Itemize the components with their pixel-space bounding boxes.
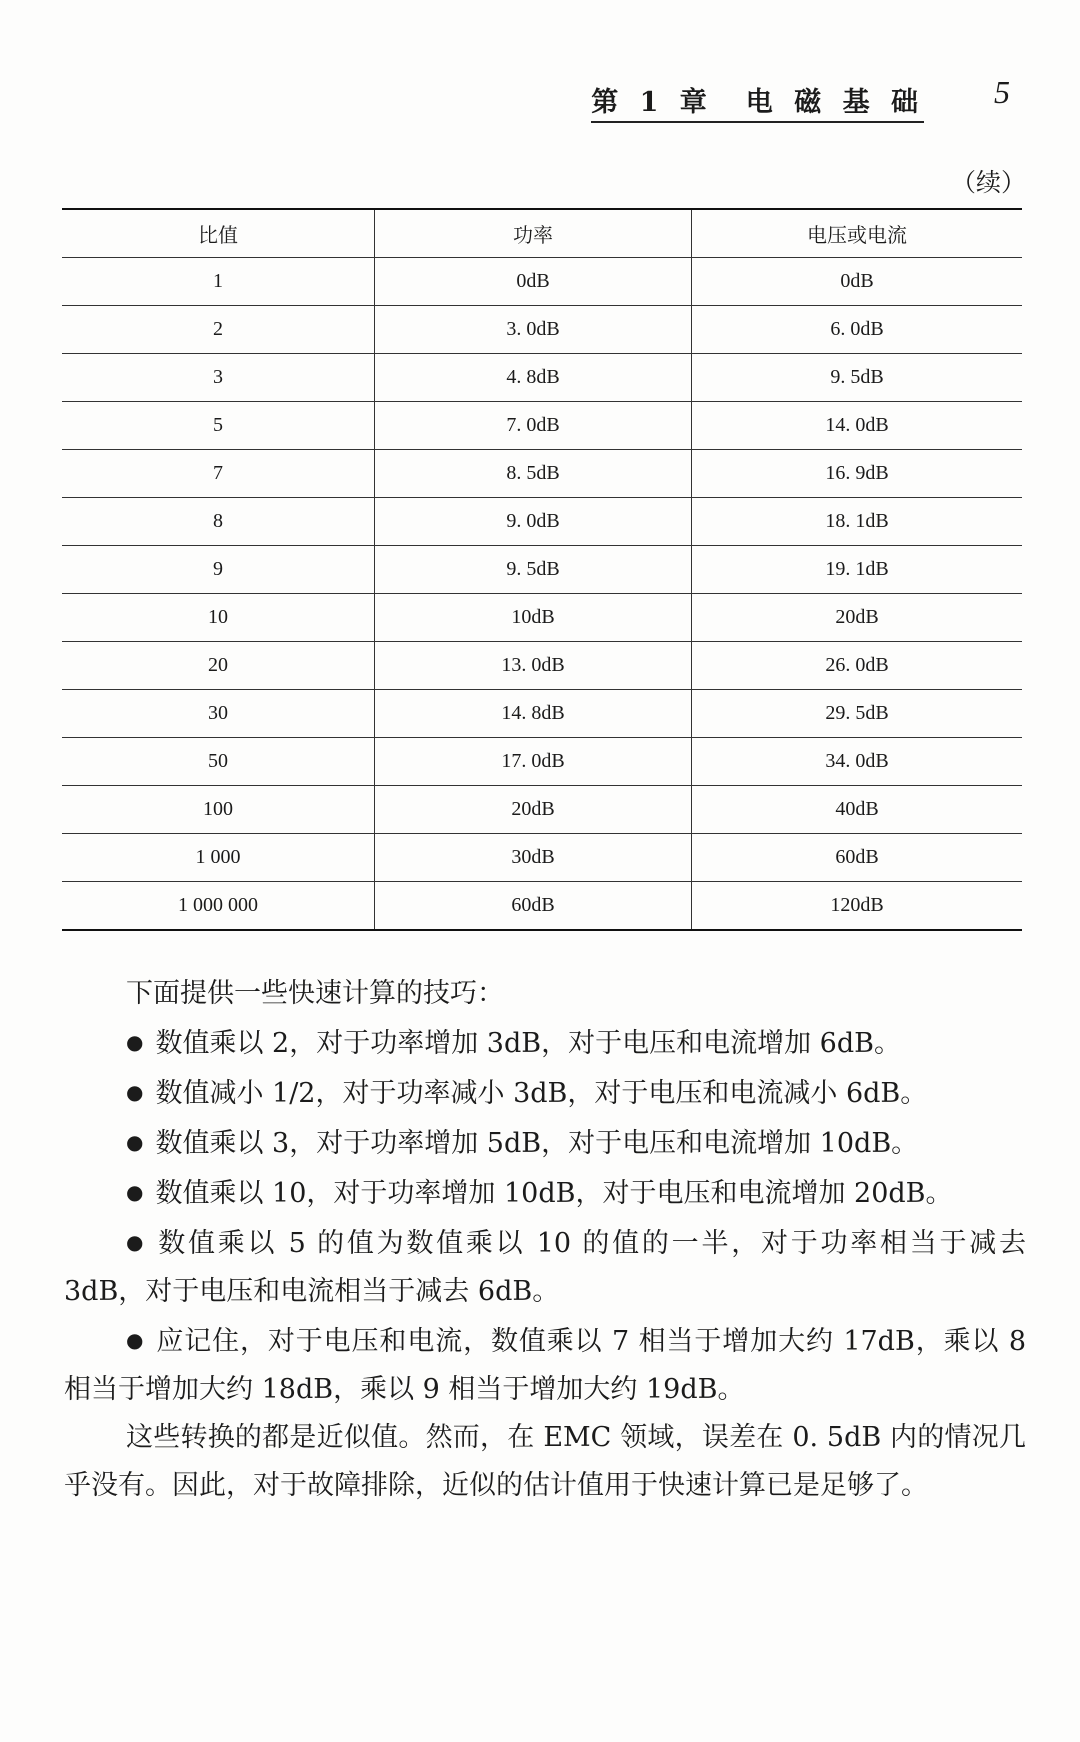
- bullet-icon: ●: [126, 1180, 144, 1204]
- table-row: [62, 738, 1022, 786]
- table-row: [62, 546, 1022, 594]
- conclusion-paragraph: 这些转换的都是近似值。然而，在 EMC 领域，误差在 0. 5dB 内的情况几乎没有。因此，对于故障排除，近似的估计值用于快速计算已是足够了。: [64, 1422, 1026, 1501]
- conversion-table: [62, 208, 1022, 931]
- bullet-item: [64, 1118, 1026, 1168]
- cell-power: 17. 0dB: [375, 738, 692, 786]
- cell-ratio: 8: [62, 498, 375, 546]
- bullet-icon: ●: [126, 1030, 144, 1054]
- cell-voltage: 9. 5dB: [692, 354, 1023, 402]
- intro-paragraph: 下面提供一些快速计算的技巧：: [126, 978, 504, 1009]
- cell-ratio: 9: [62, 546, 375, 594]
- table-row: [62, 594, 1022, 642]
- bullet-text: 数值乘以 3，对于功率增加 5dB，对于电压和电流增加 10dB。: [155, 1128, 919, 1159]
- table-row: [62, 354, 1022, 402]
- table-row: [62, 306, 1022, 354]
- table-row: [62, 834, 1022, 882]
- page-number: 5: [994, 74, 1010, 110]
- cell-voltage: 6. 0dB: [692, 306, 1023, 354]
- header-power: 功率: [375, 209, 692, 258]
- table-row: [62, 402, 1022, 450]
- cell-ratio: 5: [62, 402, 375, 450]
- table-row: [62, 258, 1022, 306]
- cell-power: 9. 5dB: [375, 546, 692, 594]
- cell-power: 0dB: [375, 258, 692, 306]
- cell-ratio: 10: [62, 594, 375, 642]
- cell-ratio: 1: [62, 258, 375, 306]
- cell-ratio: 2: [62, 306, 375, 354]
- bullet-text: 数值减小 1/2，对于功率减小 3dB，对于电压和电流减小 6dB。: [155, 1078, 928, 1109]
- bullet-item: [64, 1018, 1026, 1068]
- cell-ratio: 50: [62, 738, 375, 786]
- cell-voltage: 0dB: [692, 258, 1023, 306]
- table-row: [62, 498, 1022, 546]
- cell-ratio: 30: [62, 690, 375, 738]
- cell-ratio: 1 000 000: [62, 882, 375, 931]
- bullet-text: 应记住，对于电压和电流，数值乘以 7 相当于增加大约 17dB，乘以 8 相当于增加大约 18dB，乘以 9 相当于增加大约 19dB。: [64, 1326, 1026, 1405]
- table-row: [62, 642, 1022, 690]
- cell-power: 9. 0dB: [375, 498, 692, 546]
- cell-ratio: 1 000: [62, 834, 375, 882]
- header-ratio: 比值: [62, 209, 375, 258]
- table-row: [62, 882, 1022, 931]
- body-text: [64, 970, 1026, 1510]
- cell-power: 10dB: [375, 594, 692, 642]
- cell-voltage: 120dB: [692, 882, 1023, 931]
- cell-voltage: 14. 0dB: [692, 402, 1023, 450]
- cell-ratio: 20: [62, 642, 375, 690]
- cell-voltage: 18. 1dB: [692, 498, 1023, 546]
- cell-power: 8. 5dB: [375, 450, 692, 498]
- cell-power: 20dB: [375, 786, 692, 834]
- bullet-item: [64, 1218, 1026, 1316]
- table-row: [62, 450, 1022, 498]
- cell-voltage: 29. 5dB: [692, 690, 1023, 738]
- cell-voltage: 26. 0dB: [692, 642, 1023, 690]
- cell-voltage: 16. 9dB: [692, 450, 1023, 498]
- bullet-item: [64, 1068, 1026, 1118]
- cell-power: 30dB: [375, 834, 692, 882]
- cell-ratio: 7: [62, 450, 375, 498]
- bullet-icon: ●: [126, 1230, 147, 1254]
- cell-power: 3. 0dB: [375, 306, 692, 354]
- bullet-icon: ●: [126, 1328, 145, 1352]
- cell-voltage: 60dB: [692, 834, 1023, 882]
- cell-power: 13. 0dB: [375, 642, 692, 690]
- cell-ratio: 3: [62, 354, 375, 402]
- bullet-text: 数值乘以 5 的值为数值乘以 10 的值的一半，对于功率相当于减去 3dB，对于电压和电流相当于减去 6dB。: [64, 1228, 1026, 1307]
- cell-voltage: 20dB: [692, 594, 1023, 642]
- continued-label: （续）: [950, 168, 1026, 197]
- cell-ratio: 100: [62, 786, 375, 834]
- bullet-text: 数值乘以 2，对于功率增加 3dB，对于电压和电流增加 6dB。: [155, 1028, 901, 1059]
- cell-power: 14. 8dB: [375, 690, 692, 738]
- cell-power: 7. 0dB: [375, 402, 692, 450]
- bullet-icon: ●: [126, 1080, 144, 1104]
- bullet-item: [64, 1168, 1026, 1218]
- table-row: [62, 690, 1022, 738]
- table-row: [62, 786, 1022, 834]
- page-header: [64, 70, 1020, 120]
- table-header-row: [62, 209, 1022, 258]
- cell-voltage: 40dB: [692, 786, 1023, 834]
- cell-voltage: 34. 0dB: [692, 738, 1023, 786]
- cell-power: 60dB: [375, 882, 692, 931]
- bullet-text: 数值乘以 10，对于功率增加 10dB，对于电压和电流增加 20dB。: [155, 1178, 953, 1209]
- bullet-item: [64, 1316, 1026, 1414]
- header-voltage-current: 电压或电流: [692, 209, 1023, 258]
- cell-power: 4. 8dB: [375, 354, 692, 402]
- bullet-icon: ●: [126, 1130, 144, 1154]
- cell-voltage: 19. 1dB: [692, 546, 1023, 594]
- chapter-title: 第 1 章 电 磁 基 础: [591, 80, 924, 123]
